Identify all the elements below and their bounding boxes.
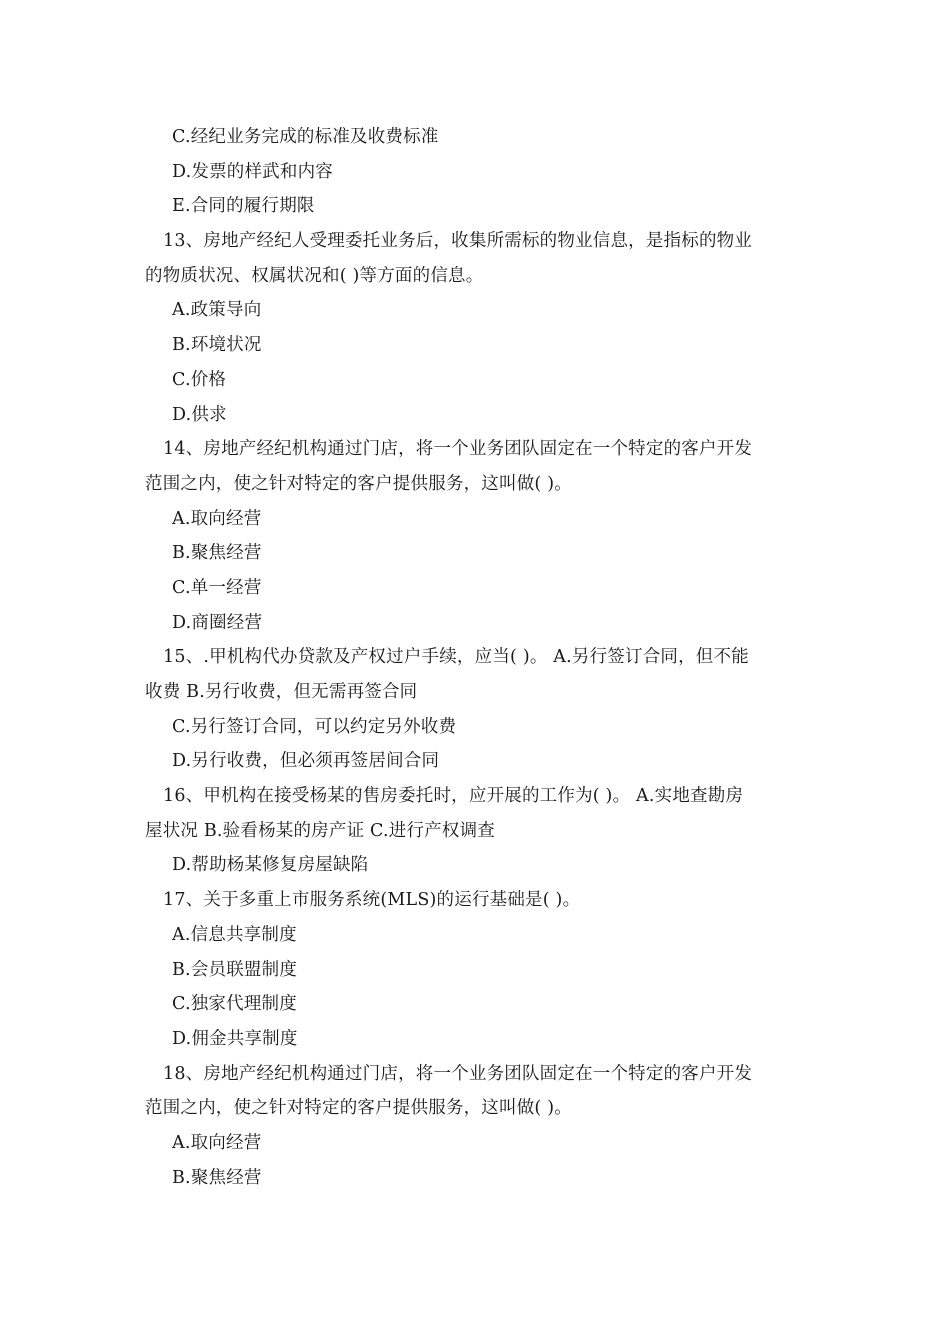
answer-option: D.供求 — [172, 404, 227, 425]
answer-option: D.佣金共享制度 — [172, 1028, 298, 1049]
answer-option: D.帮助杨某修复房屋缺陷 — [172, 855, 369, 876]
question-text: 15、.甲机构代办贷款及产权过户手续，应当( )。 A.另行签订合同，但不能 — [163, 647, 749, 668]
answer-option: A.信息共享制度 — [172, 924, 297, 945]
question-text: 17、关于多重上市服务系统(MLS)的运行基础是( )。 — [163, 890, 581, 911]
answer-option: D.另行收费，但必须再签居间合同 — [172, 751, 440, 772]
answer-option: B.聚焦经营 — [172, 543, 262, 564]
answer-option: B.会员联盟制度 — [172, 959, 298, 980]
document-body — [145, 120, 810, 1195]
question-text: 16、甲机构在接受杨某的售房委托时，应开展的工作为( )。 A.实地查勘房 — [163, 786, 744, 807]
question-text-continued: 的物质状况、权属状况和( )等方面的信息。 — [145, 265, 484, 286]
answer-option: D.发票的样武和内容 — [172, 161, 333, 182]
question-text: 18、房地产经纪机构通过门店，将一个业务团队固定在一个特定的客户开发 — [163, 1063, 753, 1084]
question-text-continued: 屋状况 B.验看杨某的房产证 C.进行产权调查 — [145, 820, 495, 841]
question-text-continued: 范围之内，使之针对特定的客户提供服务，这叫做( )。 — [145, 1098, 572, 1119]
answer-option: E.合同的履行期限 — [172, 196, 315, 217]
answer-option: C.另行签订合同，可以约定另外收费 — [172, 716, 457, 737]
answer-option: A.政策导向 — [172, 300, 262, 321]
answer-option: C.独家代理制度 — [172, 994, 297, 1015]
answer-option: D.商圈经营 — [172, 612, 263, 633]
answer-option: B.聚焦经营 — [172, 1167, 262, 1188]
answer-option: C.价格 — [172, 369, 227, 390]
answer-option: C.经纪业务完成的标准及收费标准 — [172, 127, 439, 147]
question-text-continued: 范围之内，使之针对特定的客户提供服务，这叫做( )。 — [145, 473, 572, 494]
question-text: 13、房地产经纪人受理委托业务后，收集所需标的物业信息，是指标的物业 — [163, 231, 753, 252]
answer-option: B.环境状况 — [172, 335, 262, 356]
question-text: 14、房地产经纪机构通过门店，将一个业务团队固定在一个特定的客户开发 — [163, 439, 753, 460]
answer-option: A.取向经营 — [172, 1132, 262, 1153]
answer-option: A.取向经营 — [172, 508, 262, 529]
answer-option: C.单一经营 — [172, 577, 262, 598]
question-text-continued: 收费 B.另行收费，但无需再签合同 — [145, 682, 418, 702]
